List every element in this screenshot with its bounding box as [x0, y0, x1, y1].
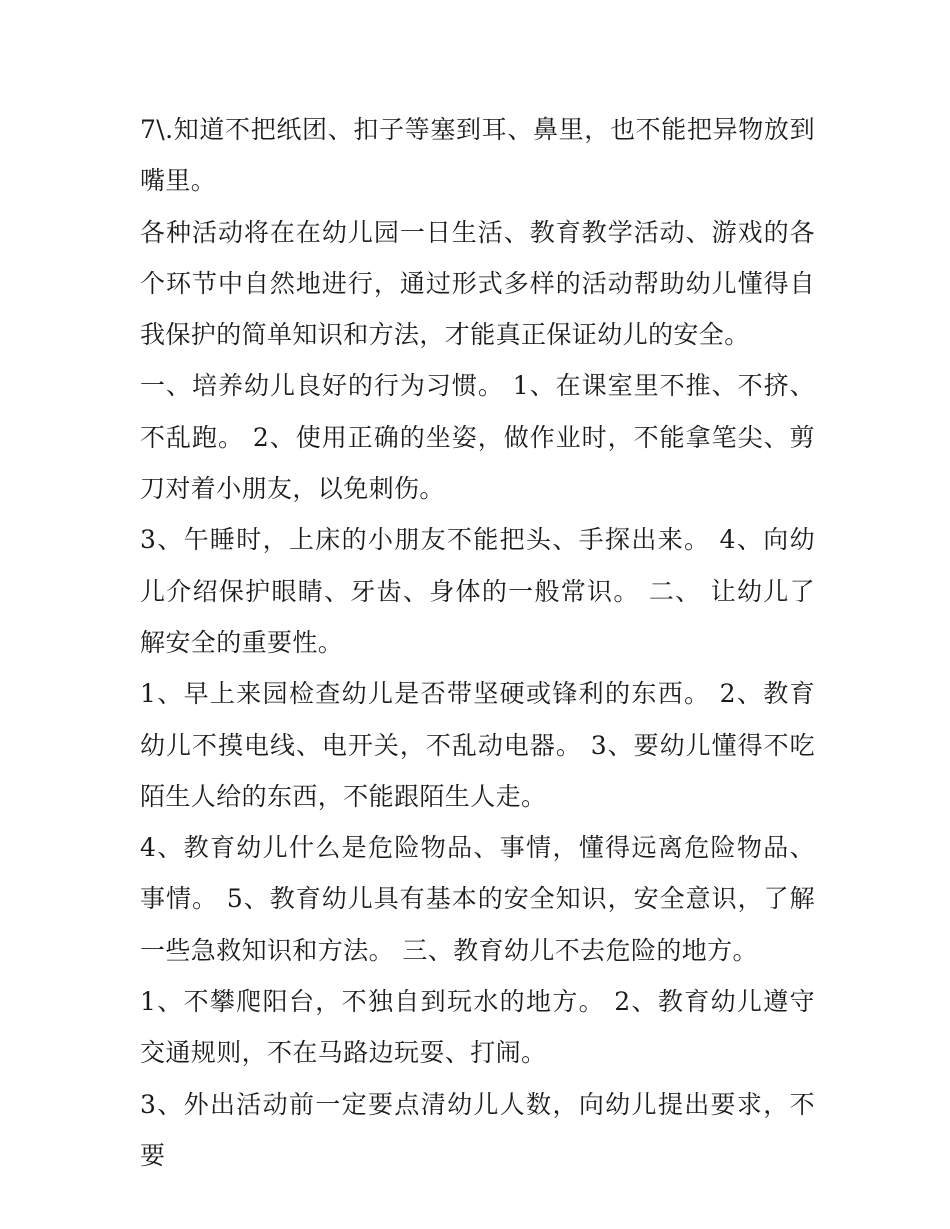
- document-body: [140, 104, 815, 1181]
- paragraph-section-one-continued: 3、午睡时，上床的小朋友不能把头、手探出来。 4、向幼儿介绍保护眼睛、牙齿、身体的一般常识。 二、 让幼儿了解安全的重要性。: [140, 525, 815, 657]
- paragraph-section-three-continued: 3、外出活动前一定要点清幼儿人数，向幼儿提出要求，不要: [140, 1089, 815, 1170]
- paragraph-activities: 各种活动将在在幼儿园一日生活、教育教学活动、游戏的各个环节中自然地进行，通过形式多样的活动帮助幼儿懂得自我保护的简单知识和方法，才能真正保证幼儿的安全。: [140, 217, 815, 350]
- paragraph-section-two-continued: 4、教育幼儿什么是危险物品、事情，懂得远离危险物品、事情。 5、教育幼儿具有基本的安全知识，安全意识，了解一些急救知识和方法。 三、教育幼儿不去危险的地方。: [140, 833, 815, 965]
- paragraph-section-three: 1、不攀爬阳台，不独自到玩水的地方。 2、教育幼儿遵守交通规则，不在马路边玩耍、打闹。: [140, 987, 815, 1068]
- paragraph-item-7: 7\.知道不把纸团、扣子等塞到耳、鼻里，也不能把异物放到嘴里。: [140, 115, 815, 196]
- paragraph-section-one: 一、培养幼儿良好的行为习惯。 1、在课室里不推、不挤、不乱跑。 2、使用正确的坐姿，做作业时，不能拿笔尖、剪刀对着小朋友，以免刺伤。: [140, 371, 815, 504]
- paragraph-section-two: 1、早上来园检查幼儿是否带坚硬或锋利的东西。 2、教育幼儿不摸电线、电开关，不乱动电器。 3、要幼儿懂得不吃陌生人给的东西，不能跟陌生人走。: [140, 679, 815, 811]
